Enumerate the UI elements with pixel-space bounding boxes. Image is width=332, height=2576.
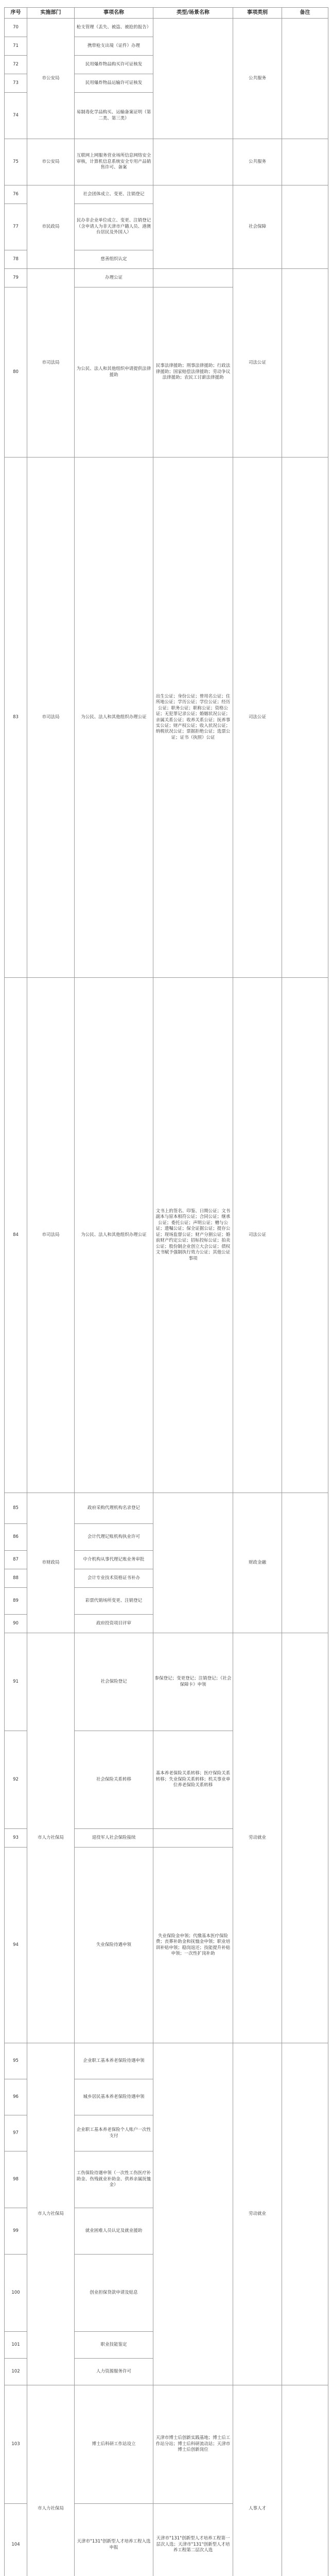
cell-note	[282, 269, 328, 457]
cell-category: 司法公证	[233, 457, 282, 978]
cell-item-name: 政府采购代理机构名录登记	[75, 1493, 153, 1524]
table-body	[5, 19, 328, 2576]
table-row	[5, 2385, 328, 2504]
cell-seq: 94	[5, 1848, 27, 2043]
cell-subtype: 天津市博士后创新实践基地；博士后工作站分站；博士后科研流动站；天津市博士后创新岗位	[153, 2385, 233, 2504]
cell-item-name: 失业保险待遇申领	[75, 1848, 153, 2043]
cell-category: 社会保障	[233, 185, 282, 269]
cell-category: 公共服务	[233, 139, 282, 185]
cell-item-name: 政府投资项目评审	[75, 1615, 153, 1633]
cell-seq: 77	[5, 204, 27, 250]
cell-item-name: 职业技能鉴定	[75, 2332, 153, 2359]
cell-seq: 85	[5, 1493, 27, 1524]
cell-item-name: 为公民、法人和其他组织办理公证	[75, 978, 153, 1493]
cell-dept: 市财政局	[27, 1493, 75, 1633]
cell-item-name: 会计专业技术资格证书补办	[75, 1569, 153, 1588]
service-item-table	[4, 7, 328, 2576]
cell-subtype	[153, 269, 233, 287]
cell-subtype: 天津市"131"创新型人才培养工程第一层次人选；天津市"131"创新型人才培养工程第二层次人选	[153, 2504, 233, 2576]
header-name: 事项名称	[75, 8, 153, 19]
cell-seq: 79	[5, 269, 27, 287]
cell-item-name: 天津市"131"创新型人才培养工程入选申报	[75, 2504, 153, 2576]
cell-item-name: 中介机构从事代理记账业务审批	[75, 1551, 153, 1569]
cell-seq: 80	[5, 287, 27, 457]
cell-item-name: 民用爆炸物品购买许可证核发	[75, 56, 153, 74]
cell-dept: 市公安局	[27, 139, 75, 185]
cell-dept: 市司法局	[27, 457, 75, 978]
cell-item-name: 社会团体成立、变更、注销登记	[75, 185, 153, 204]
header-type: 事项类别	[233, 8, 282, 19]
cell-category: 司法公证	[233, 269, 282, 457]
cell-subtype	[153, 185, 233, 269]
cell-seq: 75	[5, 139, 27, 185]
cell-seq: 103	[5, 2385, 27, 2504]
table-row	[5, 19, 328, 37]
cell-item-name: 退役军人社会保险接续	[75, 1829, 153, 1848]
cell-note	[282, 1633, 328, 2043]
cell-note	[282, 2385, 328, 2576]
cell-item-name: 慈善组织认定	[75, 250, 153, 269]
table-row	[5, 185, 328, 204]
cell-subtype: 出生公证；身份公证；曾用名公证；住所地公证；学历公证；学位公证；经历公证；职务公证；职称公证；资格公证；无犯罪记录公证；婚姻状况公证；亲属关系公证；收养关系公证；抚养事实公证；财产权公证；收入状况公证；纳税状况公证；票据拒绝公证；选票公证；证书（执照）公证	[153, 457, 233, 978]
cell-category: 劳动就业	[233, 2043, 282, 2385]
cell-subtype: 参保登记；变更登记；注销登记；《社会保障卡》申领	[153, 1633, 233, 1731]
cell-seq: 102	[5, 2359, 27, 2385]
cell-seq: 71	[5, 37, 27, 56]
cell-note	[282, 185, 328, 269]
table-row	[5, 457, 328, 978]
table-row	[5, 2043, 328, 2079]
cell-dept: 市人力社保局	[27, 2385, 75, 2576]
cell-subtype: 失业保险金申领；代缴基本医疗保险费；丧葬补助金和抚恤金申领；职业培训补贴申领；稳岗返还；技能提升补贴申领；一次性扩岗补助	[153, 1848, 233, 2043]
cell-item-name: 就业困难人员认定及就业援助	[75, 2208, 153, 2255]
cell-dept: 市司法局	[27, 978, 75, 1493]
cell-item-name: 携带枪支出境（证件）办理	[75, 37, 153, 56]
cell-seq: 78	[5, 250, 27, 269]
cell-seq: 90	[5, 1615, 27, 1633]
table-row	[5, 139, 328, 185]
cell-note	[282, 1493, 328, 1633]
cell-subtype: 文书上的签名、印鉴、日期公证；文书副本与原本相符公证；合同公证；继承公证；委托公证；声明公证；赠与公证；遗嘱公证；保全证据公证；提存公证；现场监督公证；财产分割公证；婚前财产约定公证；招标投标公证；拍卖公证；股份制企业创立大会公证；债权文书赋予强制执行效力公证；其他公证事项	[153, 978, 233, 1493]
cell-subtype: 民事法律援助；刑事法律援助；行政法律援助；国家赔偿法律援助；劳动争议法律援助；农民工讨薪法律援助	[153, 287, 233, 457]
cell-item-name: 为公民、法人和其他组织办理公证	[75, 457, 153, 978]
cell-seq: 89	[5, 1588, 27, 1615]
cell-seq: 96	[5, 2079, 27, 2115]
cell-seq: 74	[5, 93, 27, 139]
cell-item-name: 社会保险登记	[75, 1633, 153, 1731]
cell-seq: 104	[5, 2504, 27, 2576]
cell-item-name: 城乡居民基本养老保险待遇申领	[75, 2079, 153, 2115]
cell-seq: 101	[5, 2332, 27, 2359]
cell-item-name: 枪支管理（丢失、被盗、被抢的报告）	[75, 19, 153, 37]
cell-seq: 70	[5, 19, 27, 37]
cell-item-name: 易制毒化学品购买、运输备案证明（第二类、第三类）	[75, 93, 153, 139]
cell-note	[282, 19, 328, 139]
cell-seq: 88	[5, 1569, 27, 1588]
cell-category: 人事人才	[233, 2385, 282, 2576]
cell-dept: 市人力社保局	[27, 1633, 75, 2043]
cell-item-name: 创业担保贷款申请及贴息	[75, 2255, 153, 2332]
cell-item-name: 为公民、法人和其他组织申请提供法律援助	[75, 287, 153, 457]
table-header-row	[5, 8, 328, 19]
cell-subtype	[153, 2043, 233, 2385]
cell-note	[282, 457, 328, 978]
cell-category: 司法公证	[233, 978, 282, 1493]
cell-category: 劳动就业	[233, 1633, 282, 2043]
cell-dept: 市司法局	[27, 269, 75, 457]
cell-seq: 98	[5, 2151, 27, 2208]
cell-subtype	[153, 139, 233, 185]
header-seq: 序号	[5, 8, 27, 19]
cell-note	[282, 2043, 328, 2385]
cell-dept: 市民政局	[27, 185, 75, 269]
cell-item-name: 民用爆炸物品运输许可证核发	[75, 74, 153, 93]
cell-note	[282, 978, 328, 1493]
cell-item-name: 会计代理记账机构执业许可	[75, 1524, 153, 1551]
cell-item-name: 企业职工基本养老保险待遇申领	[75, 2043, 153, 2079]
cell-seq: 83	[5, 457, 27, 978]
table-row	[5, 978, 328, 1493]
cell-note	[282, 139, 328, 185]
table-row	[5, 269, 328, 287]
cell-seq: 93	[5, 1829, 27, 1848]
cell-seq: 97	[5, 2115, 27, 2151]
cell-seq: 76	[5, 185, 27, 204]
cell-subtype	[153, 1829, 233, 1848]
cell-seq: 92	[5, 1731, 27, 1829]
cell-seq: 87	[5, 1551, 27, 1569]
header-dept: 实施部门	[27, 8, 75, 19]
cell-seq: 99	[5, 2208, 27, 2255]
cell-subtype: 基本养老保险关系转移；医疗保险关系转移；失业保险关系转移；机关事业单位养老保险关系转移	[153, 1731, 233, 1829]
table-row	[5, 1493, 328, 1524]
cell-item-name: 社会保险关系转移	[75, 1731, 153, 1829]
cell-item-name: 人力资源服务许可	[75, 2359, 153, 2385]
cell-dept: 市公安局	[27, 19, 75, 139]
cell-seq: 72	[5, 56, 27, 74]
cell-category: 公共服务	[233, 19, 282, 139]
cell-item-name: 工伤保险待遇申领（一次性工伤医疗补助金、伤残就业补助金、供养亲属抚恤金）	[75, 2151, 153, 2208]
cell-seq: 86	[5, 1524, 27, 1551]
cell-item-name: 互联网上网服务营业场所信息网络安全审核，计算机信息系统安全专用产品销售许可、备案	[75, 139, 153, 185]
cell-seq: 84	[5, 978, 27, 1493]
cell-subtype	[153, 1493, 233, 1633]
cell-item-name: 彩票代销场所变更、注销登记	[75, 1588, 153, 1615]
cell-subtype	[153, 19, 233, 139]
table-row	[5, 1633, 328, 1731]
cell-item-name: 博士后科研工作站设立	[75, 2385, 153, 2504]
cell-seq: 100	[5, 2255, 27, 2332]
header-note: 备注	[282, 8, 328, 19]
cell-dept: 市人力社保局	[27, 2043, 75, 2385]
cell-seq: 91	[5, 1633, 27, 1731]
cell-seq: 73	[5, 74, 27, 93]
cell-item-name: 办理公证	[75, 269, 153, 287]
cell-category: 财政金融	[233, 1493, 282, 1633]
cell-item-name: 企业职工基本养老保险个人账户一次性支付	[75, 2115, 153, 2151]
cell-seq: 95	[5, 2043, 27, 2079]
header-sub: 类型/场景名称	[153, 8, 233, 19]
cell-item-name: 民办非企业单位成立、变更、注销登记（含申请人为非天津市户籍人员、港澳台居民及外国人）	[75, 204, 153, 250]
